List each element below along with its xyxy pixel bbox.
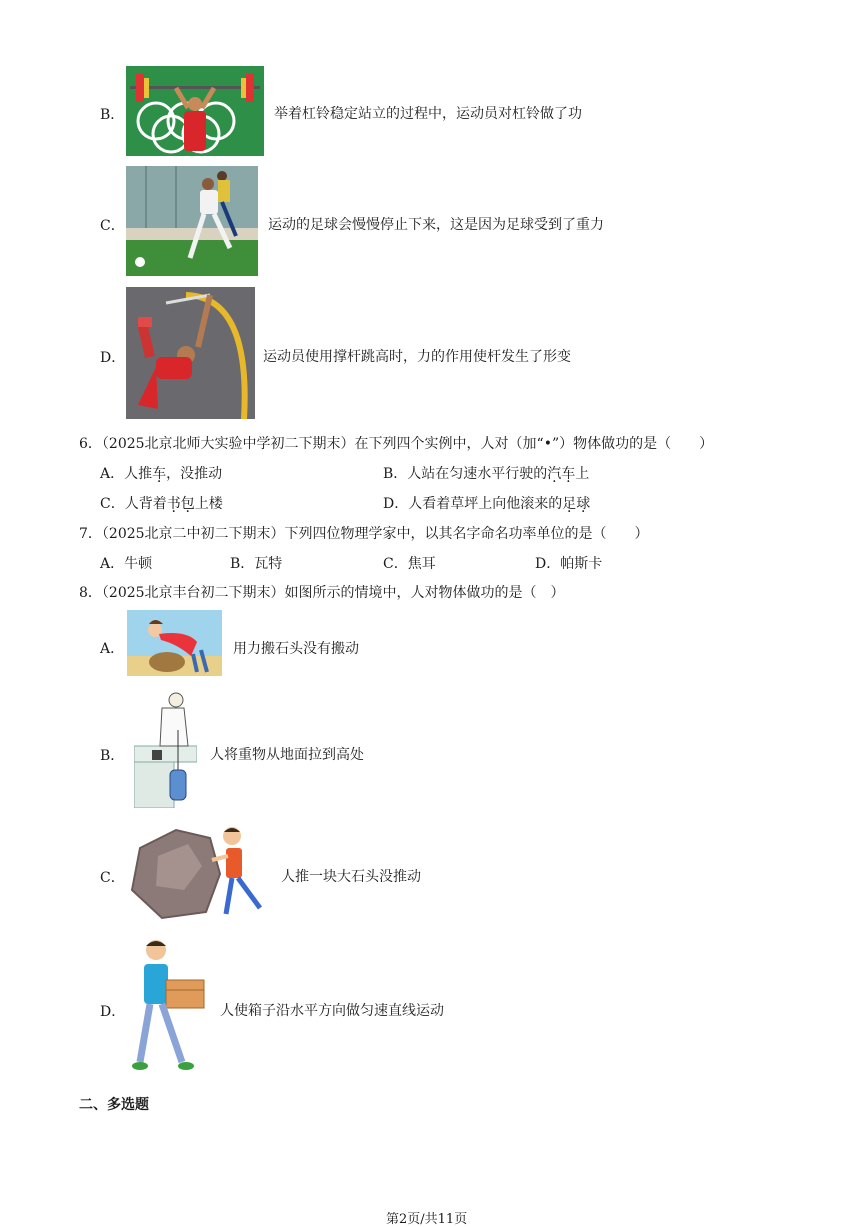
- section-heading: 二、多选题: [79, 1097, 149, 1113]
- pole-vault-image: [126, 287, 255, 419]
- weightlifter-image: [126, 66, 264, 156]
- question-6-stem: 6．（2025北京北师大实验中学初二下期末）在下列四个实例中，人对（加“•”）物体做功的是（ ）: [79, 436, 714, 452]
- lift-stone-image: [127, 610, 222, 676]
- carry-box-image: [132, 938, 210, 1076]
- option-letter-5b: B．: [100, 107, 125, 123]
- soccer-image: [126, 166, 258, 276]
- option-letter-5c: C．: [100, 218, 125, 234]
- q6-option-a: A．人推车，没推动: [100, 466, 223, 482]
- option-text-5b: 举着杠铃稳定站立的过程中，运动员对杠铃做了功: [274, 106, 582, 122]
- q7-option-c: C．焦耳: [383, 556, 436, 572]
- q7-option-d: D．帕斯卡: [535, 556, 603, 572]
- q7-option-b: B．瓦特: [230, 556, 283, 572]
- q6-option-c: C．人背着书包上楼: [100, 496, 223, 512]
- option-letter-8c: C．: [100, 870, 125, 886]
- option-letter-8d: D．: [100, 1004, 126, 1020]
- q6-option-d: D．人看着草坪上向他滚来的足球: [383, 496, 591, 512]
- q7-option-a: A．牛顿: [100, 556, 153, 572]
- option-letter-8a: A．: [100, 641, 125, 657]
- option-letter-8b: B．: [100, 748, 125, 764]
- question-8-stem: 8．（2025北京丰台初二下期末）如图所示的情境中，人对物体做功的是（ ）: [79, 585, 565, 601]
- push-rock-image: [128, 826, 270, 920]
- question-7-stem: 7．（2025北京二中初二下期末）下列四位物理学家中，以其名字命名功率单位的是（ ）: [79, 526, 649, 542]
- option-text-8a: 用力搬石头没有搬动: [233, 641, 359, 657]
- option-letter-5d: D．: [100, 350, 126, 366]
- option-text-8d: 人使箱子沿水平方向做匀速直线运动: [220, 1003, 444, 1019]
- option-text-5d: 运动员使用撑杆跳高时，力的作用使杆发生了形变: [263, 349, 571, 365]
- option-text-5c: 运动的足球会慢慢停止下来，这是因为足球受到了重力: [268, 217, 604, 233]
- option-text-8c: 人推一块大石头没推动: [281, 869, 421, 885]
- option-text-8b: 人将重物从地面拉到高处: [210, 747, 364, 763]
- pull-weight-image: [134, 690, 197, 808]
- page-footer: 第2页/共11页: [386, 1212, 468, 1227]
- q6-option-b: B．人站在匀速水平行驶的汽车上: [383, 466, 590, 482]
